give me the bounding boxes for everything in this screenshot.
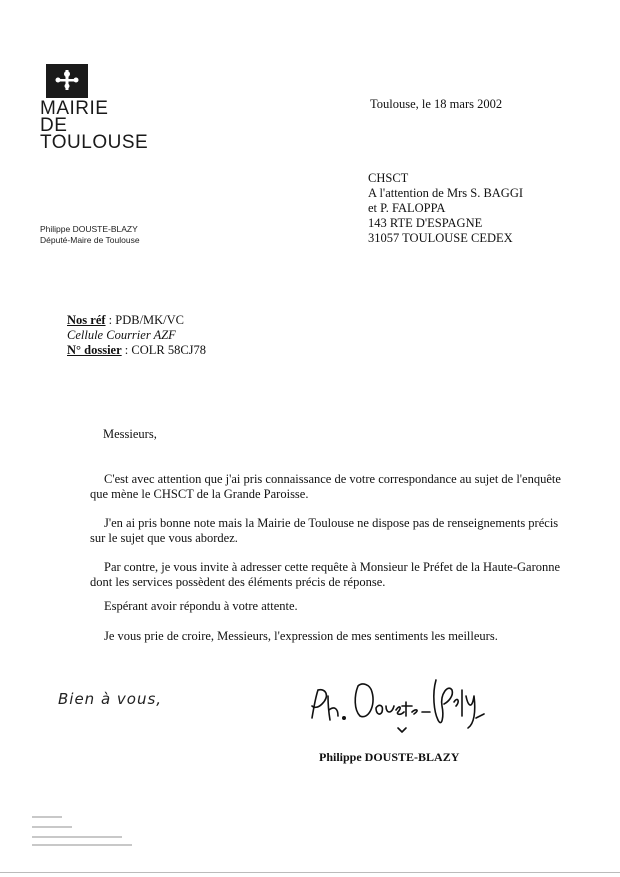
handwritten-signature bbox=[298, 666, 488, 740]
mairie-logo-icon bbox=[46, 64, 88, 98]
dossier-line bbox=[67, 343, 206, 358]
signer-name: Philippe DOUSTE-BLAZY bbox=[319, 750, 460, 764]
logo-line-2: DE bbox=[40, 115, 68, 136]
recipient-line: 31057 TOULOUSE CEDEX bbox=[368, 231, 513, 245]
dossier-value: : COLR 58CJ78 bbox=[121, 343, 207, 357]
body-paragraph-1: C'est avec attention que j'ai pris connaissance de votre correspondance au sujet de l'enquête que mène le CHSCT de la Grande Paroisse. bbox=[90, 472, 561, 501]
salutation: Messieurs, bbox=[103, 427, 157, 441]
nos-ref-line bbox=[67, 313, 206, 328]
reference-block bbox=[67, 313, 206, 358]
closing-formula: Je vous prie de croire, Messieurs, l'expression de mes sentiments les meilleurs. bbox=[104, 629, 498, 643]
recipient-address bbox=[368, 171, 523, 246]
dossier-label: N° dossier bbox=[67, 343, 122, 357]
handwritten-note: Bien à vous, bbox=[58, 690, 163, 708]
sender-name: Philippe DOUSTE-BLAZY bbox=[40, 224, 138, 234]
body-paragraph-4: Espérant avoir répondu à votre attente. bbox=[104, 599, 298, 613]
cellule-line: Cellule Courrier AZF bbox=[67, 328, 176, 342]
mairie-logo-text bbox=[40, 100, 148, 151]
recipient-line: A l'attention de Mrs S. BAGGI bbox=[368, 186, 524, 200]
sender-block bbox=[40, 224, 140, 246]
sender-title: Député-Maire de Toulouse bbox=[40, 235, 140, 245]
body-paragraph-2: J'en ai pris bonne note mais la Mairie de Toulouse ne dispose pas de renseignements précis sur le sujet que vous abordez. bbox=[90, 516, 559, 545]
logo-line-1: MAIRIE bbox=[40, 98, 109, 119]
logo-line-3: TOULOUSE bbox=[40, 132, 149, 153]
nos-ref-label: Nos réf bbox=[67, 313, 106, 327]
page-bottom-edge bbox=[0, 872, 620, 874]
body-paragraph-3: Par contre, je vous invite à adresser cette requête à Monsieur le Préfet de la Haute-Garonne dont les services possèdent des éléments précis de réponse. bbox=[90, 560, 561, 589]
recipient-line: 143 RTE D'ESPAGNE bbox=[368, 216, 483, 230]
letter-date: Toulouse, le 18 mars 2002 bbox=[370, 97, 503, 111]
footer-stamp-smudge bbox=[28, 812, 148, 858]
recipient-line: CHSCT bbox=[368, 171, 409, 185]
nos-ref-value: : PDB/MK/VC bbox=[105, 313, 185, 327]
recipient-line: et P. FALOPPA bbox=[368, 201, 446, 215]
